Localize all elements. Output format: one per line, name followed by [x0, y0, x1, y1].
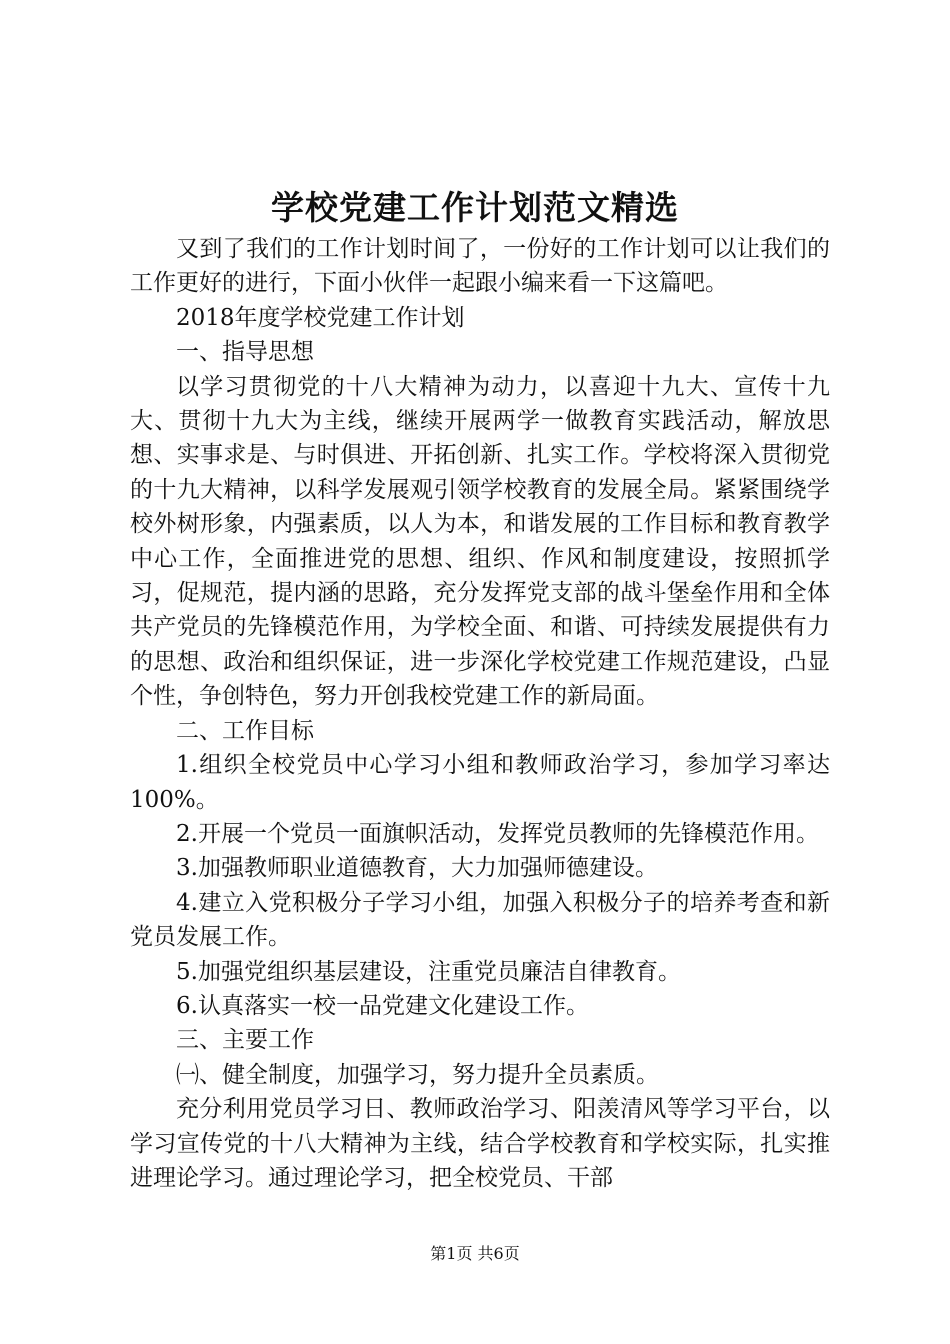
paragraph-main-work-1: 充分利用党员学习日、教师政治学习、阳羡清风等学习平台，以学习宣传党的十八大精神为主线，结合学校教育和学校实际，扎实推进理论学习。通过理论学习，把全校党员、干部 — [130, 1096, 830, 1191]
page-footer: 第1页 共6页 — [430, 1244, 520, 1263]
goal-item-6: 6.认真落实一校一品党建文化建设工作。 — [176, 992, 589, 1019]
section-heading-work-goals: 二、工作目标 — [176, 717, 314, 744]
section-heading-guiding-thought: 一、指导思想 — [176, 339, 314, 366]
goal-item-5: 5.加强党组织基层建设，注重党员廉洁自律教育。 — [176, 958, 681, 985]
paragraph-plan-title: 2018年度学校党建工作计划 — [176, 304, 465, 331]
goal-item-2: 2.开展一个党员一面旗帜活动，发挥党员教师的先锋模范作用。 — [176, 820, 819, 847]
section-heading-main-work: 三、主要工作 — [176, 1027, 314, 1054]
document-title: 学校党建工作计划范文精选 — [271, 188, 679, 227]
goal-item-4: 4.建立入党积极分子学习小组，加强入积极分子的培养考查和新党员发展工作。 — [130, 889, 830, 951]
subsection-heading-1: ㈠、健全制度，加强学习，努力提升全员素质。 — [176, 1061, 659, 1088]
goal-item-1: 1.组织全校党员中心学习小组和教师政治学习，参加学习率达100%。 — [130, 752, 830, 813]
paragraph-intro: 又到了我们的工作计划时间了，一份好的工作计划可以让我们的工作更好的进行，下面小伙伴一起跟小编来看一下这篇吧。 — [130, 236, 830, 297]
goal-item-3: 3.加强教师职业道德教育，大力加强师德建设。 — [176, 855, 658, 882]
paragraph-guiding-thought: 以学习贯彻党的十八大精神为动力，以喜迎十九大、宣传十九大、贯彻十九大为主线，继续开展两学一做教育实践活动，解放思想、实事求是、与时俱进、开拓创新、扎实工作。学校将深入贯彻党的十九大精神，以科学发展观引领学校教育的发展全局。紧紧围绕学校外树形象，内强素质，以人为本，和谐发展的工作目标和教育教学中心工作，全面推进党的思想、组织、作风和制度建设，按照抓学习，促规范，提内涵的思路，充分发挥党支部的战斗堡垒作用和全体共产党员的先锋模范作用，为学校全面、和谐、可持续发展提供有力的思想、政治和组织保证，进一步深化学校党建工作规范建设，凸显个性，争创特色，努力开创我校党建工作的新局面。 — [130, 373, 830, 710]
document-body — [130, 232, 830, 1195]
